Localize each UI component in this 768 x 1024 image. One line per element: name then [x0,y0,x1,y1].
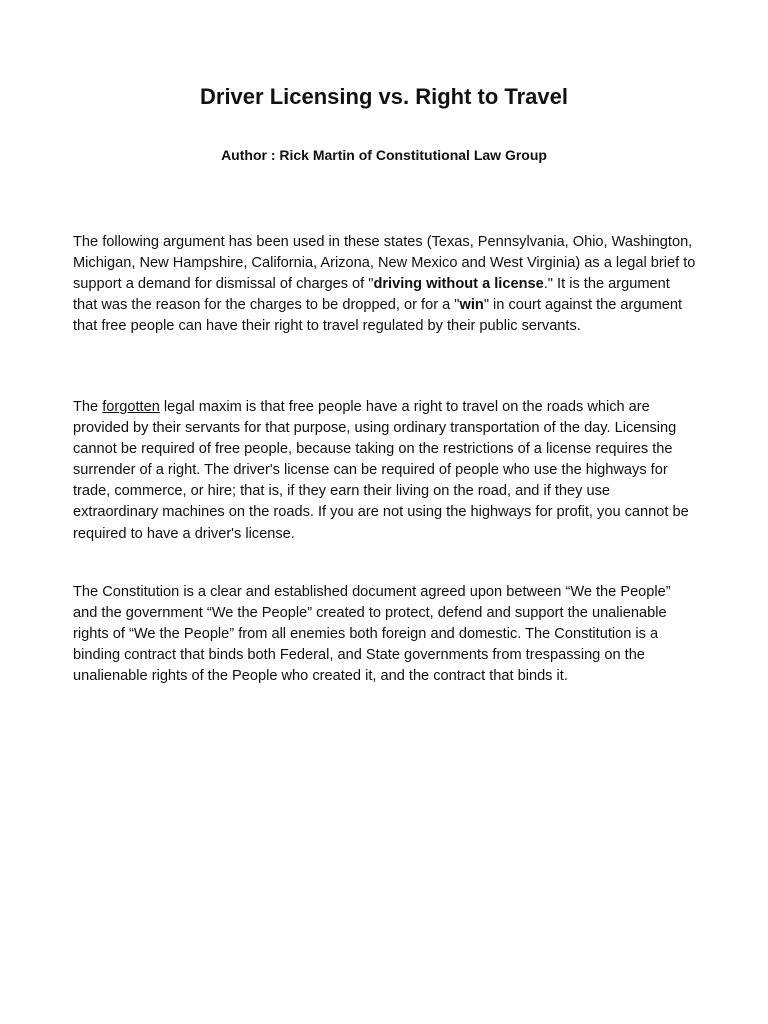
paragraph-3-text: The Constitution is a clear and established document agreed upon between “We the People” and the government “We the People” created to protect, defend and support the unalienable rights of “We the People” from all enemies both foreign and domestic. The Constitution is a binding contract that binds both Federal, and State governments from trespassing on the unalienable rights of the People who created it, and the contract that binds it. [73,584,671,685]
paragraph-2-text-a: The [73,399,103,415]
document-title: Driver Licensing vs. Right to Travel [200,84,568,109]
paragraph-1-bold-a: driving without a license [373,276,544,293]
paragraph-1-bold-b: win [459,297,484,314]
document-author: Author : Rick Martin of Constitutional Law Group [221,147,547,163]
paragraph-2 [73,397,697,545]
paragraph-1-text-a: The following argument has been used in these states (Texas, Pennsylvania, Ohio, Washington, Michigan, New Hampshire, California, Arizona, New Mexico and West Virginia) as a legal brief to support a demand for dismissal of charges of " [73,234,696,293]
paragraph-1-text-b: ." It is the argument that was the reason for the charges to be dropped, or for a " [73,276,670,314]
paragraph-1 [73,232,697,337]
paragraph-3 [73,582,697,687]
paragraph-2-text-b: legal maxim is that free people have a right to travel on the roads which are provided by their servants for that purpose, using ordinary transportation of the day. Licensing cannot be required of free people, because taking on the restrictions of a license requires the surrender of a right. The driver's license can be required of people who use the highways for trade, commerce, or hire; that is, if they earn their living on the road, and if they use extraordinary machines on the roads. If you are not using the highways for profit, you cannot be required to have a driver's license. [73,399,689,542]
paragraph-1-text-c: " in court against the argument that free people can have their right to travel regulated by their public servants. [73,297,683,335]
paragraph-2-underlined-word: forgotten [102,399,160,415]
